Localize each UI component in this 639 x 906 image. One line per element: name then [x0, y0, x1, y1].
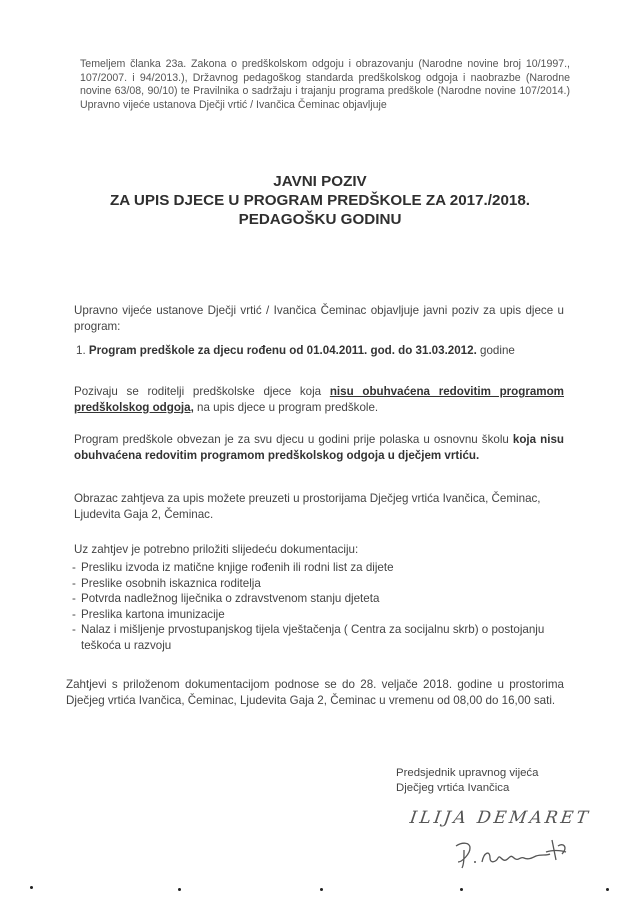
- list-item: - Presliku izvoda iz matične knjige rođenih ili rodni list za dijete: [72, 560, 572, 576]
- list-item: - Potvrda nadležnog liječnika o zdravstvenom stanju djeteta: [72, 591, 572, 607]
- parents-invitation-text-c: na upis djece u program predškole.: [193, 400, 379, 414]
- handwritten-name: ILIJA DEMARET: [408, 808, 592, 828]
- signature-title-line-1: Predsjednik upravnog vijeća: [396, 767, 539, 779]
- signature-title-line-2: Dječjeg vrtića Ivančica: [396, 782, 510, 794]
- documentation-intro: Uz zahtjev je potrebno priložiti slijedeću dokumentaciju:: [74, 543, 359, 556]
- signature-block: [396, 766, 566, 796]
- program-item: [76, 343, 576, 359]
- list-item: - Nalaz i mišljenje prvostupanjskog tijela vještačenja ( Centra za socijalnu skrb) o postojanju teškoća u razvoju: [72, 622, 572, 653]
- parents-invitation-text-a: Pozivaju se roditelji predškolske djece koja: [74, 385, 330, 398]
- heading-line-2: ZA UPIS DJECE U PROGRAM PREDŠKOLE ZA 2017./2018.: [109, 192, 530, 209]
- scan-speck: [320, 888, 323, 891]
- program-item-bold: Program predškole za djecu rođenu od 01.04.2011. god. do 31.03.2012.: [88, 344, 477, 357]
- scan-speck: [30, 886, 33, 889]
- document-heading: [50, 172, 590, 229]
- scan-speck: [606, 888, 609, 891]
- parents-invitation-paragraph: [74, 384, 564, 415]
- mandatory-program-text-a: Program predškole obvezan je za svu djecu u godini prije polaska u osnovnu školu: [74, 433, 513, 446]
- intro-paragraph: Temeljem članka 23a. Zakona o predškolskom odgoju i obrazovanju (Narodne novine broj 10/1997., 107/2007. i 94/2013.), Državnog pedagoškog standarda predškolskog odgoja i naobrazbe (Narodne novine 63/08, 90/10) te Pravilnika o sadržaju i trajanju programa predškole (Narodne novine 107/2014.) Upravno vijeće ustanova Dječji vrtić / Ivančica Čeminac objavljuje: [80, 58, 570, 111]
- mandatory-program-bold: koja nisu obuhvaćena redovitim programom predškolskog odgoja u dječjem vrtiću.: [74, 433, 564, 462]
- heading-line-3: PEDAGOŠKU GODINU: [238, 211, 402, 228]
- invitation-paragraph: Upravno vijeće ustanove Dječji vrtić / Ivančica Čeminac objavljuje javni poziv za upis djece u program:: [74, 304, 564, 333]
- program-item-number: 1.: [76, 344, 86, 357]
- scan-speck: [460, 888, 463, 891]
- parents-invitation-underlined: nisu obuhvaćena redovitim programom predškolskog odgoja,: [74, 385, 564, 414]
- scan-speck: [178, 888, 181, 891]
- handwritten-signature-icon: [448, 832, 588, 872]
- form-location-paragraph: Obrazac zahtjeva za upis možete preuzeti u prostorijama Dječjeg vrtića Ivančica, Čeminac, Ljudevita Gaja 2, Čeminac.: [74, 492, 541, 521]
- mandatory-program-paragraph: [74, 432, 564, 463]
- program-item-rest: godine: [476, 344, 515, 357]
- list-item: - Preslika kartona imunizacije: [72, 607, 572, 623]
- documentation-list: [72, 560, 572, 653]
- heading-line-1: JAVNI POZIV: [273, 173, 367, 190]
- submission-deadline-paragraph: Zahtjevi s priloženom dokumentacijom podnose se do 28. veljače 2018. godine u prostorima Dječjeg vrtića Ivančica, Čeminac, Ljudevita Gaja 2, Čeminac u vremenu od 08,00 do 16,00 sati.: [66, 678, 564, 707]
- list-item: - Preslike osobnih iskaznica roditelja: [72, 576, 572, 592]
